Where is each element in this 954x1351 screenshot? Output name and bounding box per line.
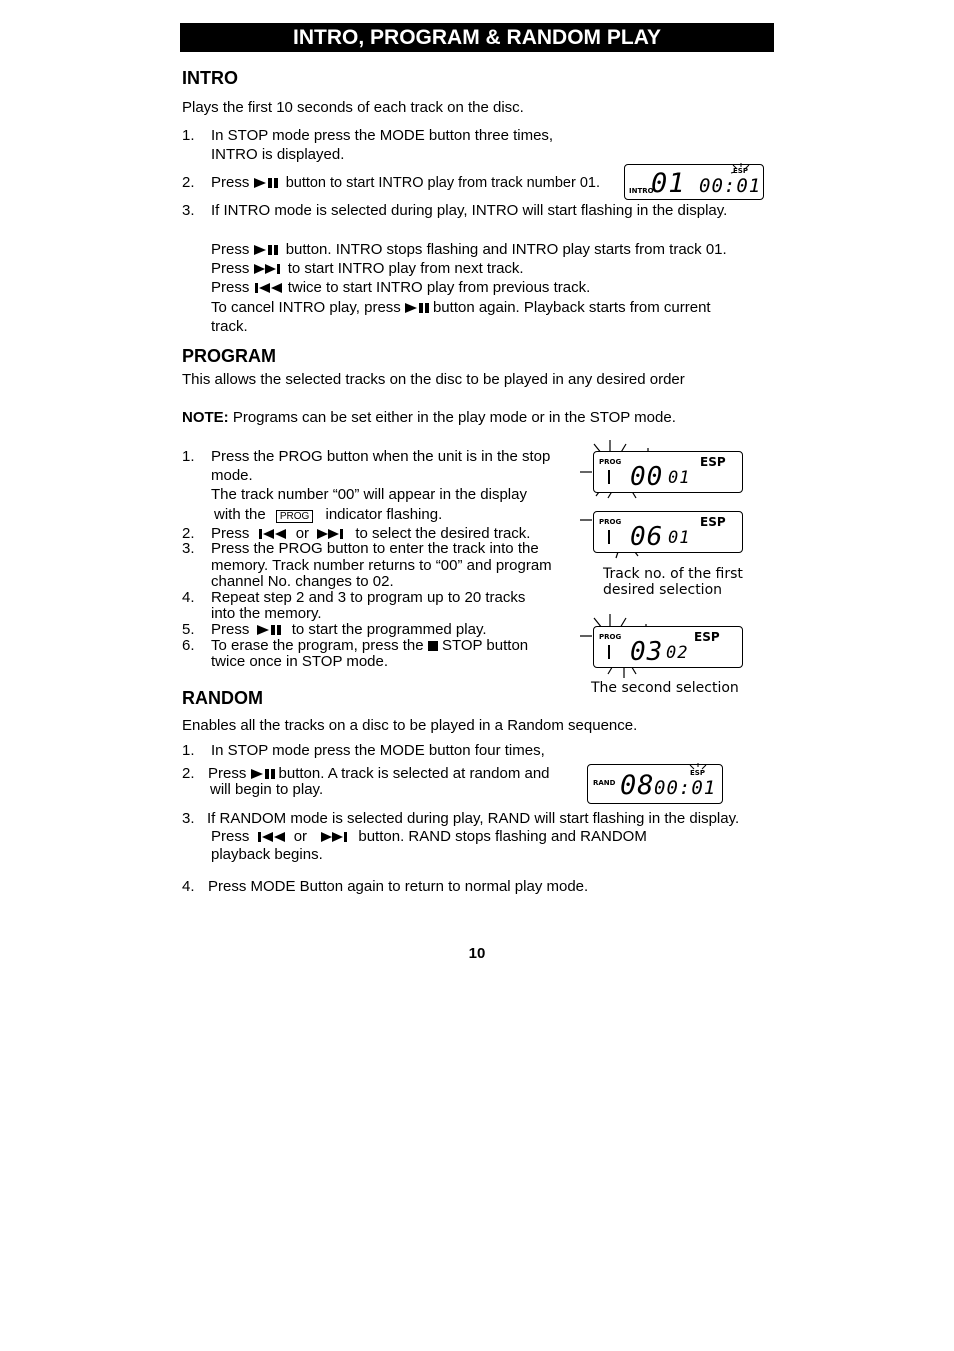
program-step1-number: 1. — [182, 448, 195, 465]
play-pause-icon — [254, 177, 282, 189]
program-lcd-3-channel: 02 — [666, 643, 689, 663]
random-lcd-tag: RAND — [593, 779, 616, 787]
program-lcd-2-tag: PROG — [599, 518, 622, 526]
random-lcd-display — [587, 764, 723, 804]
random-step3-text-b: button. RAND stops flashing and RANDOM — [358, 828, 647, 845]
program-step2-press: Press — [211, 525, 250, 542]
intro-sub4-text-cont: button again. Playback starts from current — [432, 299, 711, 316]
random-step1-number: 1. — [182, 742, 195, 759]
intro-sub3 — [211, 279, 590, 297]
program-description: This allows the selected tracks on the disc to be played in any desired order — [182, 371, 685, 388]
stop-icon — [428, 641, 438, 651]
intro-sub4-text: To cancel INTRO play, press — [211, 299, 401, 316]
intro-step3-number: 3. — [182, 202, 195, 219]
note-label: NOTE: — [182, 409, 229, 426]
random-step2 — [208, 766, 550, 782]
program-step1-text-c: The track number “00” will appear in the display — [211, 486, 527, 503]
program-lcd-3-tag: PROG — [599, 633, 622, 641]
intro-step1-text: In STOP mode press the MODE button three times, — [211, 127, 554, 144]
intro-step2-press: Press — [211, 174, 250, 191]
intro-sub2-text: to start INTRO play from next track. — [287, 260, 524, 277]
random-description: Enables all the tracks on a disc to be played in a Random sequence. — [182, 717, 638, 734]
intro-sub2-press: Press — [211, 260, 250, 277]
caption-second-selection: The second selection — [591, 680, 739, 696]
next-track-icon — [317, 528, 347, 540]
intro-sub1-press: Press — [211, 241, 250, 258]
play-pause-icon — [251, 768, 279, 780]
play-pause-icon — [257, 624, 285, 636]
intro-lcd-esp: ESP — [733, 167, 748, 175]
program-lcd-2 — [593, 511, 743, 553]
page-title: INTRO, PROGRAM & RANDOM PLAY — [180, 23, 774, 52]
program-step1-with: with the — [214, 506, 266, 523]
program-step4-text-b: into the memory. — [211, 605, 322, 622]
next-track-icon — [254, 263, 284, 275]
random-step3-number: 3. — [182, 810, 195, 827]
lcd-segment-bar — [608, 530, 610, 544]
program-step6 — [211, 638, 528, 654]
program-step5 — [211, 622, 487, 638]
random-step3-b — [211, 828, 647, 846]
program-step6-number: 6. — [182, 637, 195, 654]
intro-sub4 — [211, 299, 711, 317]
previous-track-icon — [254, 282, 284, 294]
intro-sub1-text: button. INTRO stops flashing and INTRO play starts from track 01. — [285, 241, 727, 258]
intro-sub4-end: track. — [211, 318, 248, 335]
intro-sub3-text: twice to start INTRO play from previous track. — [287, 279, 591, 296]
random-step3-or: or — [293, 828, 308, 845]
intro-lcd-track: 01 — [651, 168, 686, 199]
program-step3-text-c: channel No. changes to 02. — [211, 573, 394, 590]
program-lcd-1-esp: ESP — [700, 455, 726, 469]
next-track-icon — [321, 831, 351, 843]
intro-lcd-display — [624, 164, 764, 200]
random-step2-text-c: will begin to play. — [210, 781, 324, 798]
program-step5-press: Press — [211, 621, 250, 638]
program-step3-number: 3. — [182, 540, 195, 557]
program-step3-text-b: memory. Track number returns to “00” and program — [211, 557, 552, 574]
previous-track-icon — [258, 528, 288, 540]
intro-step1-number: 1. — [182, 127, 195, 144]
caption-first-selection-b: desired selection — [603, 582, 723, 598]
intro-sub1 — [211, 241, 727, 259]
program-heading: PROGRAM — [182, 346, 276, 366]
random-lcd-track: 08 — [620, 770, 655, 801]
program-step1-text-d — [214, 506, 442, 524]
lcd-segment-bar — [608, 645, 610, 659]
flash-rays-icon — [686, 763, 710, 777]
random-step2-press: Press — [208, 765, 247, 782]
program-step1-text: Press the PROG button when the unit is in the stop — [211, 448, 551, 465]
program-step5-text: to start the programmed play. — [291, 621, 487, 638]
lcd-segment-bar — [608, 470, 610, 484]
note-text: Programs can be set either in the play mode or in the STOP mode. — [232, 409, 676, 426]
play-pause-icon — [254, 244, 282, 256]
intro-heading: INTRO — [182, 68, 238, 88]
random-step1-text: In STOP mode press the MODE button four times, — [211, 742, 545, 759]
program-lcd-1 — [593, 451, 743, 493]
random-lcd-esp: ESP — [690, 769, 705, 777]
program-lcd-2-track: 06 — [630, 522, 664, 552]
program-step5-number: 5. — [182, 621, 195, 638]
program-step2-or: or — [295, 525, 310, 542]
program-lcd-1-channel: 01 — [668, 468, 691, 488]
intro-lcd-time: 00:01 — [699, 175, 762, 197]
program-step6-text-c: twice once in STOP mode. — [211, 653, 389, 670]
random-step2-number: 2. — [182, 765, 195, 782]
program-step4-number: 4. — [182, 589, 195, 606]
intro-sub2 — [211, 260, 524, 278]
program-lcd-1-track: 00 — [630, 462, 664, 492]
program-step6-stop: STOP button — [441, 637, 529, 654]
program-step2-text: to select the desired track. — [355, 525, 531, 542]
program-step1-indicator-text: indicator flashing. — [325, 506, 443, 523]
caption-first-selection: Track no. of the first — [603, 566, 743, 582]
random-step2-text: button. A track is selected at random and — [278, 765, 550, 782]
intro-description: Plays the first 10 seconds of each track on the disc. — [182, 99, 524, 116]
intro-step2 — [211, 174, 600, 192]
program-step2-number: 2. — [182, 525, 195, 542]
program-lcd-2-esp: ESP — [700, 515, 726, 529]
program-step1-text-b: mode. — [211, 467, 253, 484]
random-heading: RANDOM — [182, 688, 263, 708]
random-step4-text: Press MODE Button again to return to normal play mode. — [208, 878, 589, 895]
program-lcd-3 — [593, 626, 743, 668]
random-lcd-time: 00:01 — [654, 777, 717, 799]
random-step3-press: Press — [211, 828, 250, 845]
program-lcd-1-tag: PROG — [599, 458, 622, 466]
program-lcd-3-track: 03 — [630, 637, 664, 667]
program-step6-text: To erase the program, press the — [211, 637, 424, 654]
random-step3-text: If RANDOM mode is selected during play, RAND will start flashing in the display. — [207, 810, 740, 827]
random-step3-text-c: playback begins. — [211, 846, 323, 863]
program-note — [182, 409, 676, 427]
flash-rays-icon — [729, 163, 753, 177]
play-pause-icon — [405, 302, 433, 314]
prog-indicator: PROG — [276, 510, 313, 523]
intro-step3-text: If INTRO mode is selected during play, INTRO will start flashing in the display. — [211, 202, 728, 219]
intro-step1-text-cont: INTRO is displayed. — [211, 146, 345, 163]
intro-lcd-tag: INTRO — [629, 187, 654, 195]
page-number: 10 — [468, 945, 486, 962]
random-step4-number: 4. — [182, 878, 195, 895]
previous-track-icon — [257, 831, 287, 843]
intro-step2-number: 2. — [182, 174, 195, 191]
program-lcd-3-esp: ESP — [694, 630, 720, 644]
program-lcd-2-channel: 01 — [668, 528, 691, 548]
program-step4-text: Repeat step 2 and 3 to program up to 20 tracks — [211, 589, 526, 606]
program-step3-text: Press the PROG button to enter the track into the — [211, 540, 539, 557]
intro-sub3-press: Press — [211, 279, 250, 296]
intro-step2-text: button to start INTRO play from track number 01. — [285, 175, 600, 191]
